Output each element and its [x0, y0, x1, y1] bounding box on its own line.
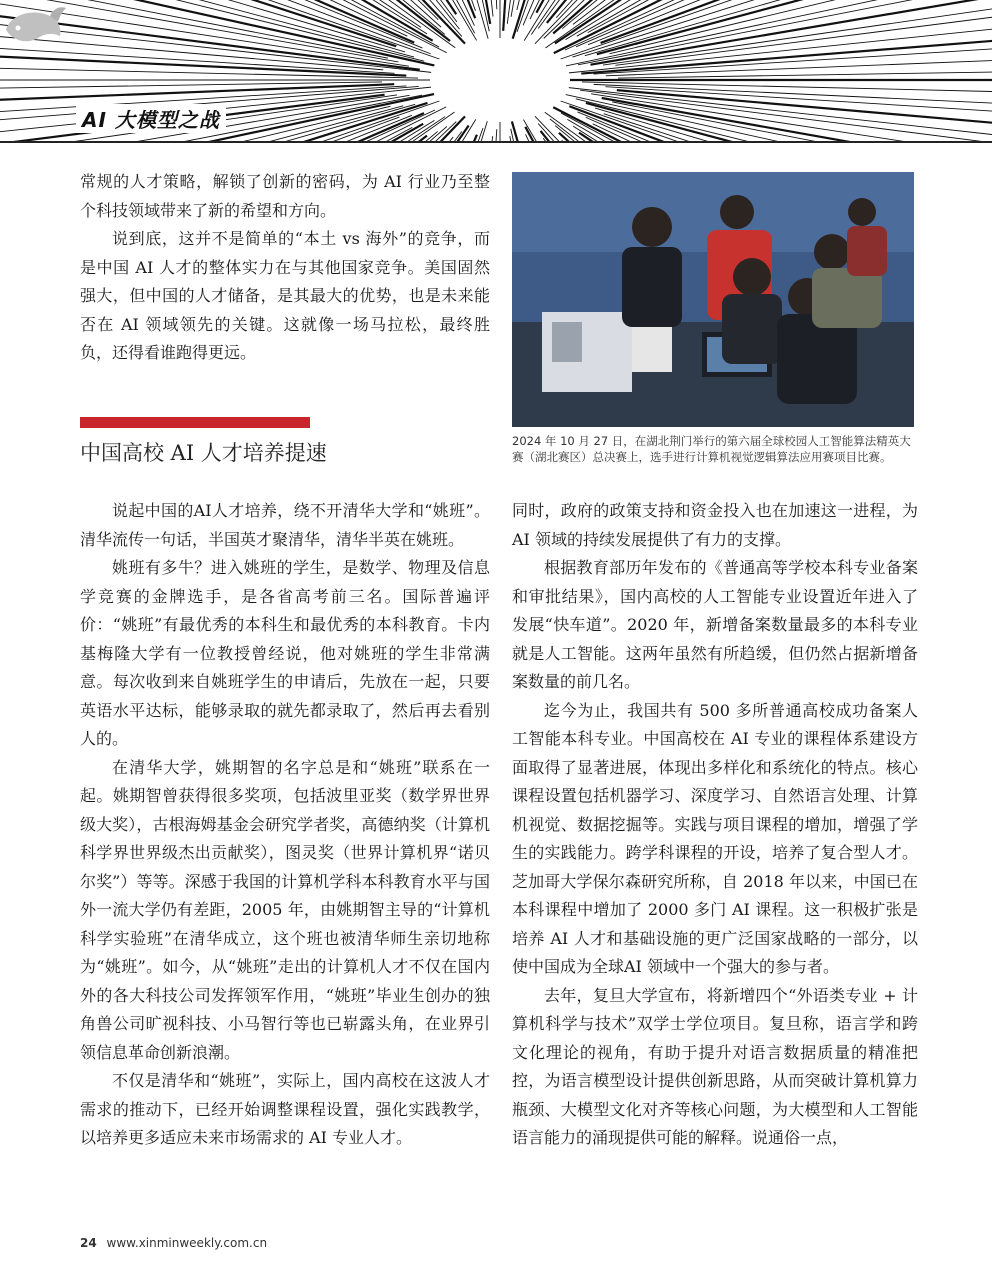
- paragraph: 姚班有多牛？进入姚班的学生，是数学、物理及信息学竞赛的金牌选手，是各省高考前三名。国际普遍评价：“姚班”有最优秀的本科生和最优秀的本科教育。卡内基梅隆大学有一位教授曾经说，他对姚班的学生非常满意。每次收到来自姚班学生的申请后，先放在一起，只要英语水平达标，能够录取的就先都录取了，然后再去看别人的。: [80, 558, 490, 748]
- paragraph: 根据教育部历年发布的《普通高等学校本科专业备案和审批结果》，国内高校的人工智能专业设置近年进入了发展“快车道”。2020 年，新增备案数量最多的本科专业就是人工智能。这两年虽然有所趋缓，但仍然占据新增备案数量的前几名。: [512, 558, 918, 691]
- speed-line: [573, 0, 992, 57]
- left-column-bottom: [80, 497, 490, 1153]
- speed-line: [569, 106, 992, 142]
- site-url: www.xinminweekly.com.cn: [106, 1236, 268, 1250]
- speed-line: [555, 126, 911, 142]
- right-column-bottom: [512, 497, 918, 1153]
- page-number: 24: [80, 1236, 97, 1250]
- paragraph: 说到底，这并不是简单的“本土 vs 海外”的竞争，而是中国 AI 人才的整体实力在与其他国家竞争。美国固然强大，但中国的人才储备，是其最大的优势，也是未来能否在 AI 领域领先的关键。这就像一场马拉松，最终胜负，还得看谁跑得更远。: [80, 229, 490, 362]
- speed-line: [535, 116, 850, 142]
- whale-logo-icon: [0, 0, 70, 50]
- paragraph: 去年，复旦大学宣布，将新增四个“外语类专业 + 计算机科学与技术”双学士学位项目。复旦称，语言学和跨文化理论的视角，有助于提升对语言数据质量的精准把控，为语言模型设计提供创新思路，从而突破计算机算力瓶颈、大模型文化对齐等核心问题，为大模型和人工智能语言能力的涌现提供可能的解释。说通俗一点，: [512, 985, 918, 1147]
- section-subhead: 中国高校 AI 人才培养提速: [80, 441, 327, 465]
- section-title: AI 大模型之战: [76, 104, 226, 133]
- page-footer: [80, 1236, 267, 1250]
- subhead-accent-bar: [80, 417, 310, 428]
- speed-line: [523, 0, 672, 25]
- paragraph: 同时，政府的政策支持和资金投入也在加速这一进程，为 AI 领域的持续发展提供了有力的支撑。: [512, 501, 918, 549]
- speed-line: [586, 117, 992, 142]
- photo-caption: 2024 年 10 月 27 日，在湖北荆门举行的第六届全球校园人工智能算法精英大赛（湖北赛区）总决赛上，选手进行计算机视觉逻辑算法应用赛项目比赛。: [512, 434, 911, 464]
- paragraph: 不仅是清华和“姚班”，实际上，国内高校在这波人才需求的推动下，已经开始调整课程设置，强化实践教学，以培养更多适应未来市场需求的 AI 专业人才。: [80, 1071, 490, 1147]
- paragraph: 迄今为止，我国共有 500 多所普通高校成功备案人工智能本科专业。中国高校在 AI 专业的课程体系建设方面取得了显著进展，体现出多样化和系统化的特点。核心课程设置包括机器学习、深度学习、自然语言处理、计算机视觉、数据挖掘等。实践与项目课程的增加，增强了学生的实践能力。跨学科课程的开设，培养了复合型人才。芝加哥大学保尔森研究所称，自 2018 年以来，中国已在本科课程中增加了 2000 多门 AI 课程。这一积极扩张是培养 AI 人才和基础设施的更广泛国家战略的一部分，以使中国成为全球AI 领域中一个强大的参与者。: [512, 700, 918, 976]
- header-divider: [0, 141, 992, 143]
- header-banner: [0, 0, 992, 142]
- paragraph: 在清华大学，姚期智的名字总是和“姚班”联系在一起。姚期智曾获得很多奖项，包括波里亚奖（数学界世界级大奖），古根海姆基金会研究学者奖，高德纳奖（计算机科学界世界级杰出贡献奖），图灵奖（世界计算机界“诺贝尔奖”）等等。深感于我国的计算机学科本科教育水平与国外一流大学仍有差距，2005 年，由姚期智主导的“计算机科学实验班”在清华成立，这个班也被清华师生亲切地称为“姚班”。如今，从“姚班”走出的计算机人才不仅在国内外的各大科技公司发挥领军作用，“姚班”毕业生创办的独角兽公司旷视科技、小马智行等也已崭露头角，在业界引领信息革命创新浪潮。: [80, 757, 490, 1062]
- paragraph: 常规的人才策略，解锁了创新的密码，为 AI 行业乃至整个科技领域带来了新的希望和方向。: [80, 172, 490, 220]
- left-column-top: [80, 168, 490, 368]
- news-photo: [512, 172, 914, 427]
- contest-photo-illustration: [512, 172, 914, 427]
- paragraph: 说起中国的AI人才培养，绕不开清华大学和“姚班”。清华流传一句话，半国英才聚清华，清华半英在姚班。: [80, 501, 490, 549]
- speed-line: [617, 90, 992, 140]
